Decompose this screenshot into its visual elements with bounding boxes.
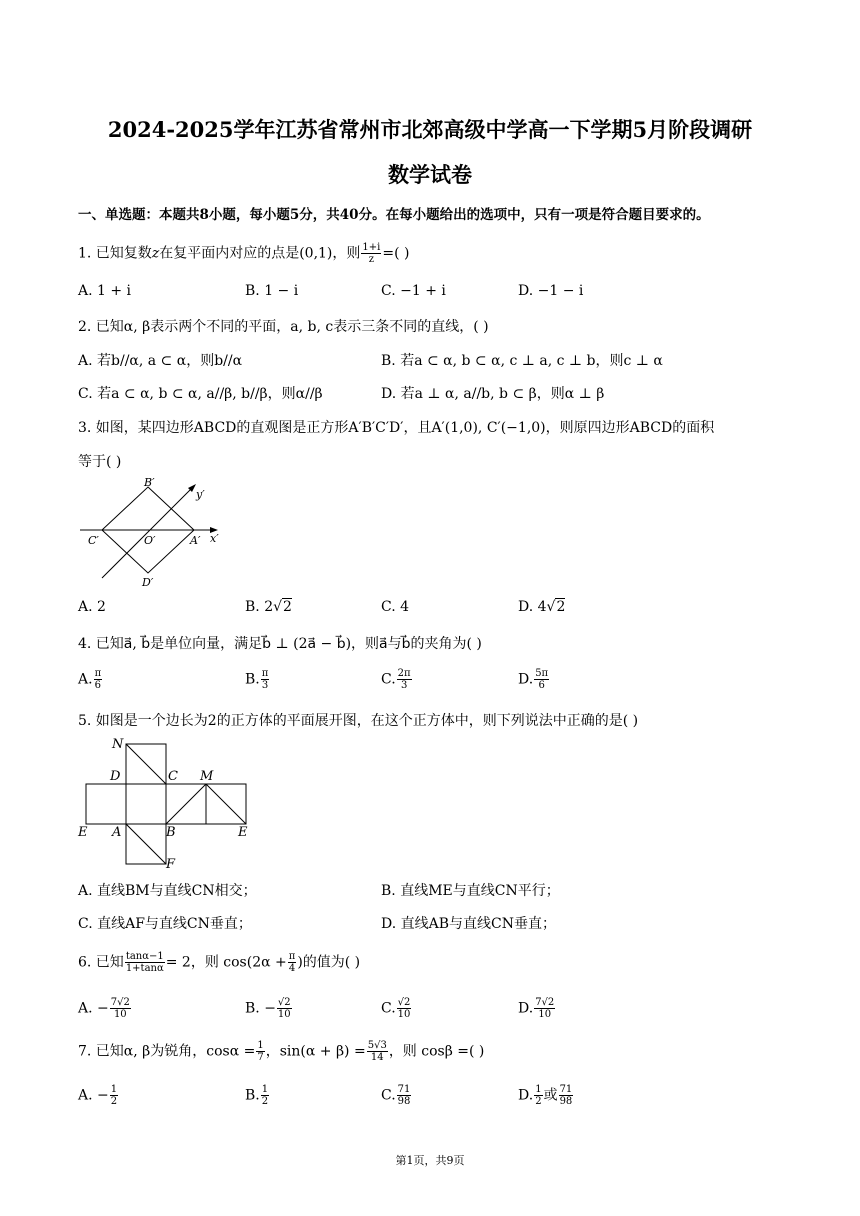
label-e-right: E (238, 825, 248, 840)
q1-stem-part-a: 1. 已知复数 (78, 245, 152, 262)
label-d: D (110, 769, 121, 784)
label-m: M (200, 769, 214, 784)
section-heading: 一、单选题：本题共8小题，每小题5分，共40分。在每小题给出的选项中，只有一项是符合题目要求的。 (78, 207, 710, 223)
q3-option-d: D. 4√2 (518, 599, 566, 615)
q3-option-a: A. 2 (78, 599, 106, 615)
q3-option-b: B. 2√2 (245, 599, 292, 615)
q6-option-a: A. − $\frac{7√2}{10}$ (78, 997, 130, 1020)
question-7-stem: 7. 已知α, β为锐角，cosα = $\frac{1}{7}$ ，sin(α + β) = $\frac{5√3}{14}$ ，则 cosβ =( ) (78, 1040, 485, 1063)
label-a: A (112, 825, 122, 840)
q2-option-d: D. 若a ⊥ α, a//b, b ⊂ β，则α ⊥ β (381, 386, 605, 402)
q1-option-d: D. −1 − i (518, 283, 584, 299)
q4-option-c: C. $\frac{2\pi}{3}$ (381, 668, 411, 691)
title-line-2: 数学试卷 (388, 162, 472, 187)
q6-option-c: C. $\frac{√2}{10}$ (381, 997, 411, 1020)
q5-option-a: A. 直线BM与直线CN相交； (78, 883, 257, 899)
label-e-left: E (78, 825, 88, 840)
q1-stem-part-c: =( ) (382, 245, 410, 262)
page-footer: 第1页，共9页 (395, 1154, 465, 1167)
q5-option-d: D. 直线AB与直线CN垂直； (381, 916, 556, 932)
label-c: C (168, 769, 178, 784)
q7-option-d: D. $\frac{1}{2}$ 或 $\frac{71}{98}$ (518, 1084, 573, 1107)
question-5-stem: 5. 如图是一个边长为2的正方体的平面展开图，在这个正方体中，则下列说法中正确的是( ) (78, 713, 639, 729)
question-6-stem: 6. 已知 $\frac{\tan\alpha-1}{1+\tan\alpha}$ = 2，则 cos(2α + $\frac{\pi}{4}$ )的值为( ) (78, 951, 361, 974)
q5-option-b: B. 直线ME与直线CN平行； (381, 883, 560, 899)
q1-fraction: $\frac{1+i}{z}$ (362, 242, 381, 265)
q1-option-b: B. 1 − i (245, 283, 299, 299)
q4-option-a: A. $\frac{\pi}{6}$ (78, 668, 102, 691)
q6-option-d: D. $\frac{7√2}{10}$ (518, 997, 555, 1020)
q4-option-d: D. $\frac{5\pi}{6}$ (518, 668, 549, 691)
q6-fraction: $\frac{\tan\alpha-1}{1+\tan\alpha}$ (125, 951, 164, 974)
label-d-prime: D′ (142, 576, 154, 589)
question-3-stem-line-1: 3. 如图，某四边形ABCD的直观图是正方形A′B′C′D′，且A′(1,0), C′(−1,0)，则原四边形ABCD的面积 (78, 420, 715, 436)
label-n: N (112, 737, 124, 752)
q1-option-c: C. −1 + i (381, 283, 446, 299)
q3-option-c: C. 4 (381, 599, 410, 615)
q2-option-a: A. 若b//α, a ⊂ α，则b//α (78, 353, 243, 369)
q6-option-b: B. − $\frac{√2}{10}$ (245, 997, 291, 1020)
q3-oblique-figure (78, 476, 228, 592)
q7-option-c: C. $\frac{71}{98}$ (381, 1084, 411, 1107)
q7-option-b: B. $\frac{1}{2}$ (245, 1084, 269, 1107)
q4-option-b: B. $\frac{\pi}{3}$ (245, 668, 269, 691)
q5-cube-net-figure (76, 734, 256, 872)
q5-option-c: C. 直线AF与直线CN垂直； (78, 916, 252, 932)
label-y-prime: y′ (196, 488, 205, 501)
q2-option-b: B. 若a ⊂ α, b ⊂ α, c ⊥ a, c ⊥ b，则c ⊥ α (381, 353, 663, 369)
question-1-stem: 1. 已知复数z在复平面内对应的点是(0,1)，则 $\frac{1+i}{z}$ =( ) (78, 242, 410, 265)
q2-option-c: C. 若a ⊂ α, b ⊂ α, a//β, b//β，则α//β (78, 386, 323, 402)
label-b-prime: B′ (144, 476, 155, 489)
label-f: F (166, 857, 176, 872)
question-3-stem-line-2: 等于( ) (78, 454, 122, 470)
q7-option-a: A. − $\frac{1}{2}$ (78, 1084, 118, 1107)
q1-option-a: A. 1 + i (78, 283, 132, 299)
q1-stem-part-b: 在复平面内对应的点是(0,1)，则 (159, 245, 361, 262)
question-4-stem: 4. 已知a⃗, b⃗是单位向量，满足b⃗ ⊥ (2a⃗ − b⃗)，则a⃗与b⃗的夹角为( ) (78, 636, 482, 652)
label-b: B (166, 825, 176, 840)
title-line-1: 2024-2025学年江苏省常州市北郊高级中学高一下学期5月阶段调研 (107, 117, 753, 142)
label-c-prime: C′ (88, 534, 99, 547)
question-2-stem: 2. 已知α, β表示两个不同的平面，a, b, c表示三条不同的直线，( ) (78, 319, 489, 335)
label-o-prime: O′ (144, 534, 156, 547)
label-a-prime: A′ (190, 534, 201, 547)
label-x-prime: x′ (210, 532, 219, 545)
